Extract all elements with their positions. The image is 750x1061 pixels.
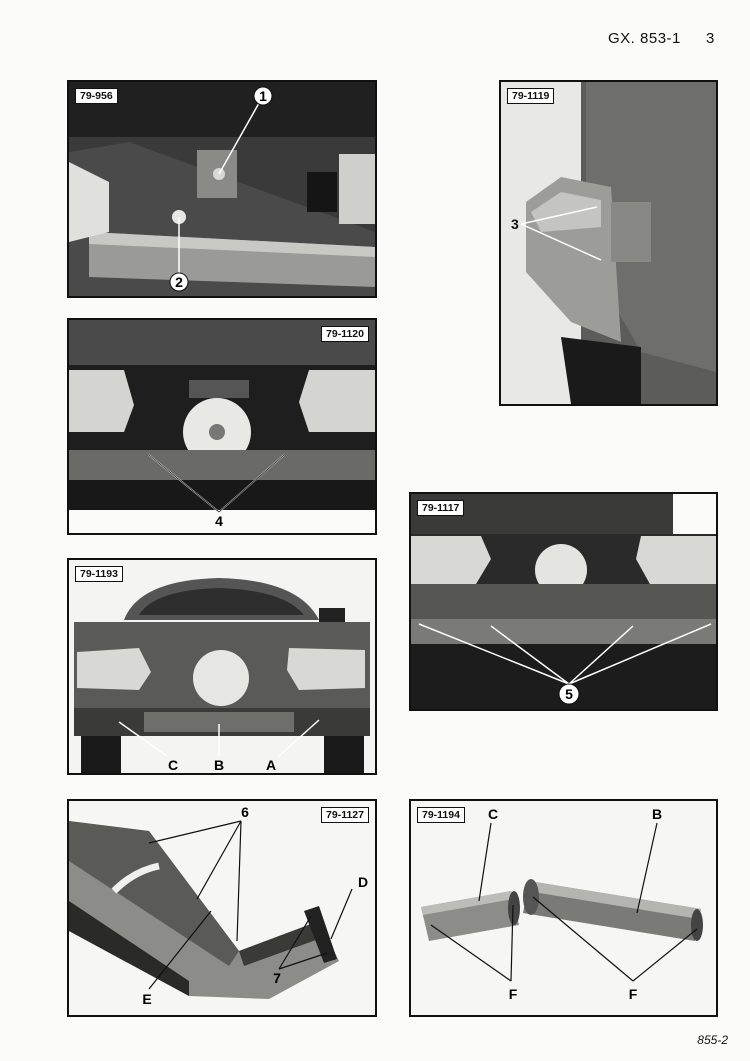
figure-ref-label: 79-1120 — [321, 326, 369, 342]
figure-ref-label: 79-956 — [75, 88, 118, 104]
figure-ref-label: 79-1119 — [507, 88, 554, 104]
figure-79-1120 — [67, 318, 377, 535]
callout-B: B — [213, 757, 225, 773]
footer-code: 855-2 — [697, 1033, 728, 1047]
figure-79-1193 — [67, 558, 377, 775]
callout-D: D — [357, 874, 369, 890]
callout-7: 7 — [273, 970, 281, 986]
callout-F-right: F — [628, 986, 638, 1002]
figure-ref-label: 79-1127 — [321, 807, 369, 823]
document-code: GX. 853-1 — [608, 30, 681, 47]
figure-79-956 — [67, 80, 377, 298]
callout-4: 4 — [215, 513, 223, 529]
figure-ref-label: 79-1117 — [417, 500, 464, 516]
callout-1: 1 — [259, 88, 267, 104]
figure-ref-label: 79-1193 — [75, 566, 123, 582]
callout-3: 3 — [511, 216, 519, 232]
figure-79-1119 — [499, 80, 718, 406]
figure-79-1127 — [67, 799, 377, 1017]
photo-bumper-fixing-points — [411, 494, 716, 709]
callout-A: A — [265, 757, 277, 773]
photo-bumper-mount-underside — [69, 82, 375, 296]
callout-C: C — [167, 757, 179, 773]
photo-bumper-components-separated — [411, 801, 716, 1015]
photo-car-front-bumper-parts — [69, 560, 375, 773]
page-number: 3 — [706, 30, 715, 47]
callout-E: E — [142, 991, 152, 1007]
photo-bumper-end-cap — [501, 82, 716, 404]
photo-front-bumper-removed — [69, 320, 375, 533]
figure-79-1117 — [409, 492, 718, 711]
callout-F-left: F — [508, 986, 518, 1002]
callout-6: 6 — [241, 804, 249, 820]
callout-5: 5 — [565, 686, 573, 702]
callout-2: 2 — [175, 274, 183, 290]
figure-ref-label: 79-1194 — [417, 807, 465, 823]
callout-C: C — [487, 806, 499, 822]
photo-bumper-section-detail — [69, 801, 375, 1015]
figure-79-1194 — [409, 799, 718, 1017]
callout-B: B — [651, 806, 663, 822]
